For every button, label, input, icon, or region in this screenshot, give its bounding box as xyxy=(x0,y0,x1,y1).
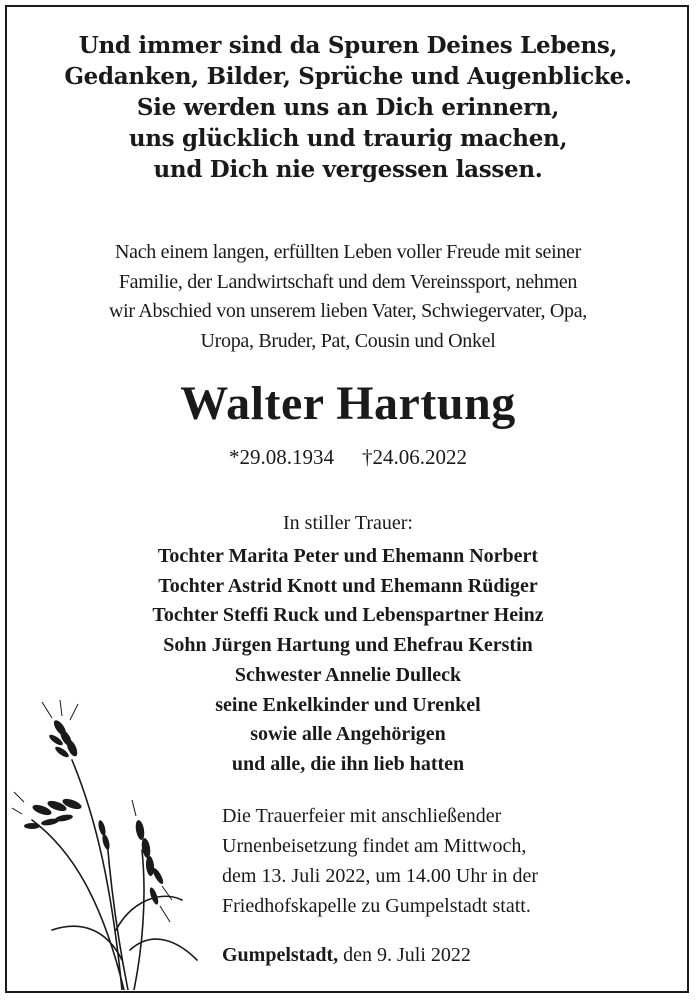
poem-line: Sie werden uns an Dich erinnern, xyxy=(136,94,560,121)
family-member: Tochter Astrid Knott und Ehemann Rüdiger xyxy=(158,574,538,597)
family-member: Tochter Marita Peter und Ehemann Norbert xyxy=(157,545,539,567)
service-line: Die Trauerfeier mit anschließender xyxy=(222,805,502,827)
service-line: dem 13. Juli 2022, um 14.00 Uhr in der xyxy=(222,865,539,887)
birth-date: *29.08.1934 xyxy=(229,445,334,469)
family-member: sowie alle Angehörigen xyxy=(250,723,446,746)
service-line: Friedhofskapelle zu Gumpelstadt statt. xyxy=(222,895,531,917)
life-dates xyxy=(0,442,696,472)
wheat-stalks-icon xyxy=(12,700,212,990)
service-info xyxy=(222,801,538,921)
intro-text xyxy=(0,238,696,356)
poem xyxy=(0,30,696,185)
signoff xyxy=(222,940,471,970)
family-member: seine Enkelkinder und Urenkel xyxy=(215,693,481,716)
family-member: und alle, die ihn lieb hatten xyxy=(231,752,465,775)
family-member: Schwester Annelie Dulleck xyxy=(234,663,462,686)
poem-line: uns glücklich und traurig machen, xyxy=(128,125,568,152)
family-member: Tochter Steffi Ruck und Lebenspartner Heinz xyxy=(152,604,544,627)
intro-line: wir Abschied von unserem lieben Vater, Schwiegervater, Opa, xyxy=(109,300,587,322)
intro-line: Nach einem langen, erfüllten Leben voller Freude mit seiner xyxy=(114,241,581,263)
intro-line: Uropa, Bruder, Pat, Cousin und Onkel xyxy=(200,329,496,352)
poem-line: Gedanken, Bilder, Sprüche und Augenblicke. xyxy=(64,63,632,90)
signoff-date: den 9. Juli 2022 xyxy=(343,944,471,966)
death-date: †24.06.2022 xyxy=(362,445,467,469)
intro-line: Familie, der Landwirtschaft und dem Vereinssport, nehmen xyxy=(118,270,578,293)
mourning-label: In stiller Trauer: xyxy=(283,512,413,534)
family-member: Sohn Jürgen Hartung und Ehefrau Kerstin xyxy=(163,634,533,657)
poem-line: und Dich nie vergessen lassen. xyxy=(153,156,543,183)
service-line: Urnenbeisetzung findet am Mittwoch, xyxy=(222,835,527,857)
poem-line: Und immer sind da Spuren Deines Lebens, xyxy=(78,32,618,59)
signoff-place: Gumpelstadt, xyxy=(222,944,339,966)
deceased-name: Walter Hartung xyxy=(180,377,516,430)
